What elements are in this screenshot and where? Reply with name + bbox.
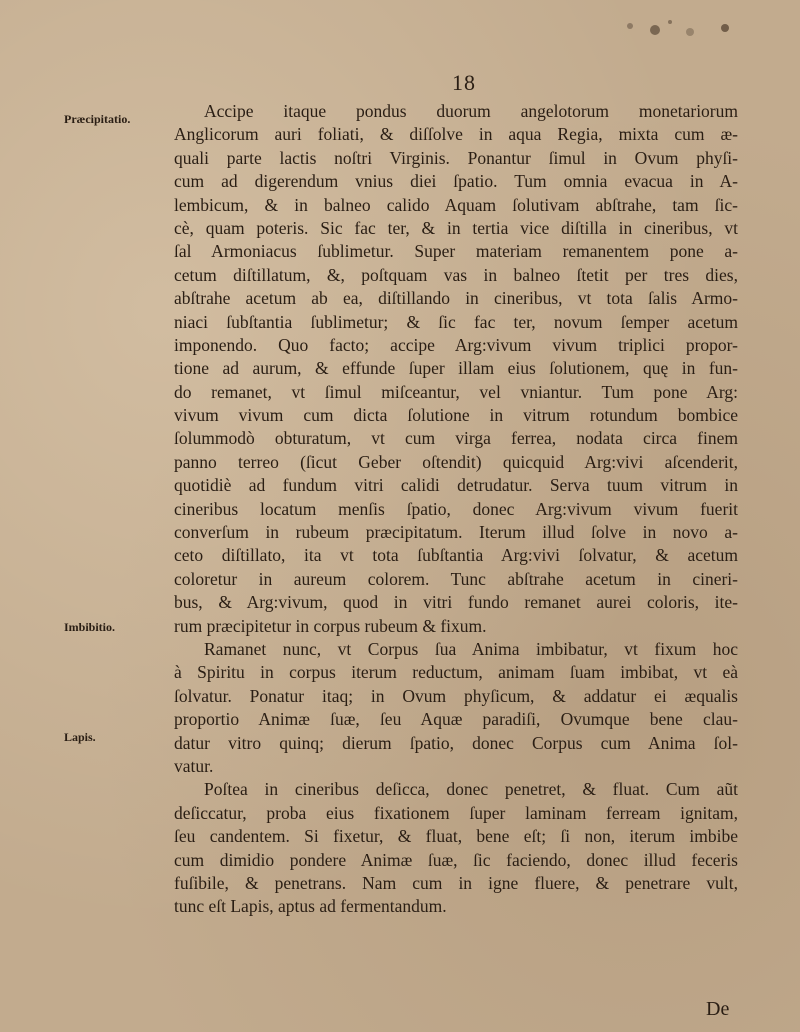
text-line: tione ad aurum, & effunde ſuper illam eius ſolutionem, quę in fun-: [174, 358, 738, 379]
text-line: quotidiè ad fundum vitri calidi detrudatur. Serva tuum vitrum in: [174, 475, 738, 496]
text-line: datur vitro quinq; dierum ſpatio, donec Corpus cum Anima ſol-: [174, 732, 738, 753]
text-line: deſiccatur, proba eius fixationem ſuper laminam ferream ignitam,: [174, 802, 738, 823]
text-line: cineribus locatum menſis ſpatio, donec Arg:vivum vivum fuerit: [174, 498, 738, 519]
text-line: cè, quam poteris. Sic fac ter, & in tertia vice diſtilla in cineribus, vt: [174, 217, 738, 238]
text-line: vatur.: [174, 755, 214, 776]
catchword: De: [706, 998, 730, 1020]
text-line: Accipe itaque pondus duorum angelotorum monetariorum: [204, 101, 738, 121]
text-line: cetum diſtillatum, &, poſtquam vas in balneo ſtetit per tres dies,: [174, 264, 738, 285]
text-line: abſtrahe acetum ab ea, diſtillando in cineribus, vt tota ſalis Armo-: [174, 288, 738, 309]
ink-stains: [610, 8, 740, 48]
text-line: bus, & Arg:vivum, quod in vitri fundo remanet aurei coloris, ite-: [174, 592, 738, 613]
text-line: ſeu candentem. Si fixetur, & fluat, bene eſt; ſi non, iterum imbibe: [174, 826, 738, 847]
page-number: 18: [452, 70, 476, 95]
text-line: converſum in rubeum præcipitatum. Iterum illud ſolve in novo a-: [174, 522, 738, 543]
text-line: ſolummodò obturatum, vt cum virga ferrea, nodata circa finem: [174, 428, 738, 449]
text-line: lembicum, & in balneo calido Aquam ſolutivam abſtrahe, tam ſic-: [174, 194, 738, 215]
text-line: Ramanet nunc, vt Corpus ſua Anima imbibatur, vt fixum hoc: [204, 638, 738, 659]
text-line: coloretur in aureum colorem. Tunc abſtrahe acetum in cineri-: [174, 568, 738, 589]
text-line: fuſibile, & penetrans. Nam cum in igne fluere, & penetrare vult,: [174, 872, 738, 893]
text-line: quali parte lactis noſtri Virginis. Ponantur ſimul in Ovum phyſi-: [174, 147, 738, 168]
text-line: imponendo. Quo facto; accipe Arg:vivum vivum triplici propor-: [174, 334, 738, 355]
text-line: ſolvatur. Ponatur itaq; in Ovum phyſicum, & addatur ei æqualis: [174, 685, 738, 706]
text-line: do remanet, vt ſimul miſceantur, vel vniantur. Tum pone Arg:: [174, 381, 738, 402]
marginal-note-imbibitio: Imbibitio.: [64, 620, 116, 634]
text-line: Poſtea in cineribus deſicca, donec penetret, & fluat. Cum aũt: [204, 779, 738, 800]
text-line: cum ad digerendum vnius diei ſpatio. Tum omnia evacua in A-: [174, 171, 738, 192]
marginal-note-praecipitatio: Præcipitatio.: [64, 112, 131, 126]
text-line: Anglicorum auri foliati, & diſſolve in aqua Regia, mixta cum æ-: [174, 124, 738, 145]
text-line: vivum vivum cum dicta ſolutione in vitrum rotundum bombice: [174, 405, 738, 426]
text-line: cum dimidio pondere Animæ ſuæ, ſic faciendo, donec illud feceris: [174, 849, 738, 870]
text-line: panno terreo (ſicut Geber oſtendit) quicquid Arg:vivi aſcenderit,: [174, 451, 738, 472]
marginal-note-lapis: Lapis.: [64, 730, 96, 744]
text-line: niaci ſubſtantia ſublimetur; & ſic fac ter, novum ſemper acetum: [174, 311, 738, 332]
text-line: rum præcipitetur in corpus rubeum & fixum.: [174, 615, 487, 636]
text-line: tunc eſt Lapis, aptus ad fermentandum.: [174, 896, 447, 917]
text-line: ceto diſtillato, ita vt tota ſubſtantia Arg:vivi ſolvatur, & acetum: [174, 545, 738, 566]
text-line: proportio Animæ ſuæ, ſeu Aquæ paradiſi, Ovumque bene clau-: [174, 709, 738, 730]
text-line: ſal Armoniacus ſublimetur. Super materiam remanentem pone a-: [174, 241, 738, 262]
text-line: à Spiritu in corpus iterum reductum, animam ſuam imbibat, vt eà: [174, 662, 738, 683]
body-text: [174, 100, 738, 919]
